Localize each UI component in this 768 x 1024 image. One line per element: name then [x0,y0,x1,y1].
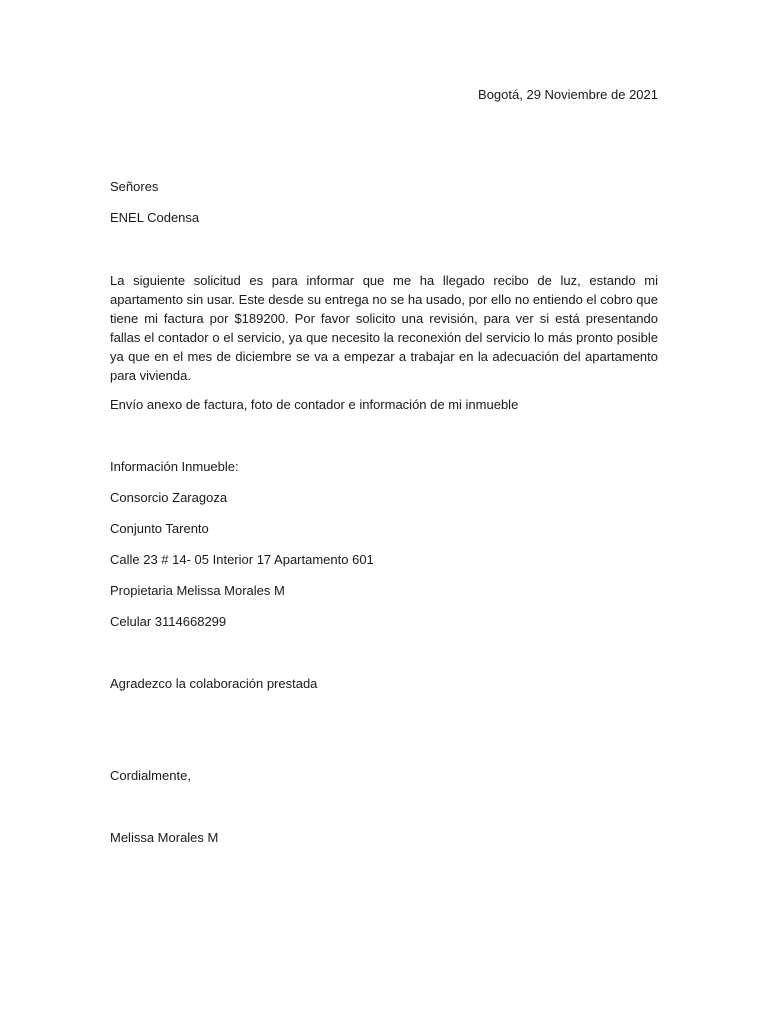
thanks-line: Agradezco la colaboración prestada [110,676,318,691]
body-line: apartamento sin usar. Este desde su entrega no se ha usado, por ello no entiendo el cobro que [110,292,658,307]
property-line-phone: Celular 3114668299 [110,614,227,629]
body-paragraph [110,271,658,385]
property-line-building: Conjunto Tarento [110,521,209,536]
property-info-heading: Información Inmueble: [110,459,239,474]
salutation: Señores [110,179,159,194]
property-line-address: Calle 23 # 14- 05 Interior 17 Apartamento 601 [110,552,374,567]
recipient: ENEL Codensa [110,210,200,225]
body-line: La siguiente solicitud es para informar que me ha llegado recibo de luz, estando mi [110,273,658,288]
property-line-complex: Consorcio Zaragoza [110,490,228,505]
signature-name: Melissa Morales M [110,830,219,845]
letter-date: Bogotá, 29 Noviembre de 2021 [478,87,658,102]
body-line: fallas el contador o el servicio, ya que necesito la reconexión del servicio lo más pronto posible [110,330,658,345]
body-line: tiene mi factura por $189200. Por favor solicito una revisión, para ver si está presentando [110,311,658,326]
property-line-owner: Propietaria Melissa Morales M [110,583,285,598]
body-line: ya que en el mes de diciembre se va a empezar a trabajar en la adecuación del apartamento [110,349,658,364]
attachments-note: Envío anexo de factura, foto de contador e información de mi inmueble [110,397,519,412]
closing: Cordialmente, [110,768,191,783]
body-line: para vivienda. [110,368,191,383]
